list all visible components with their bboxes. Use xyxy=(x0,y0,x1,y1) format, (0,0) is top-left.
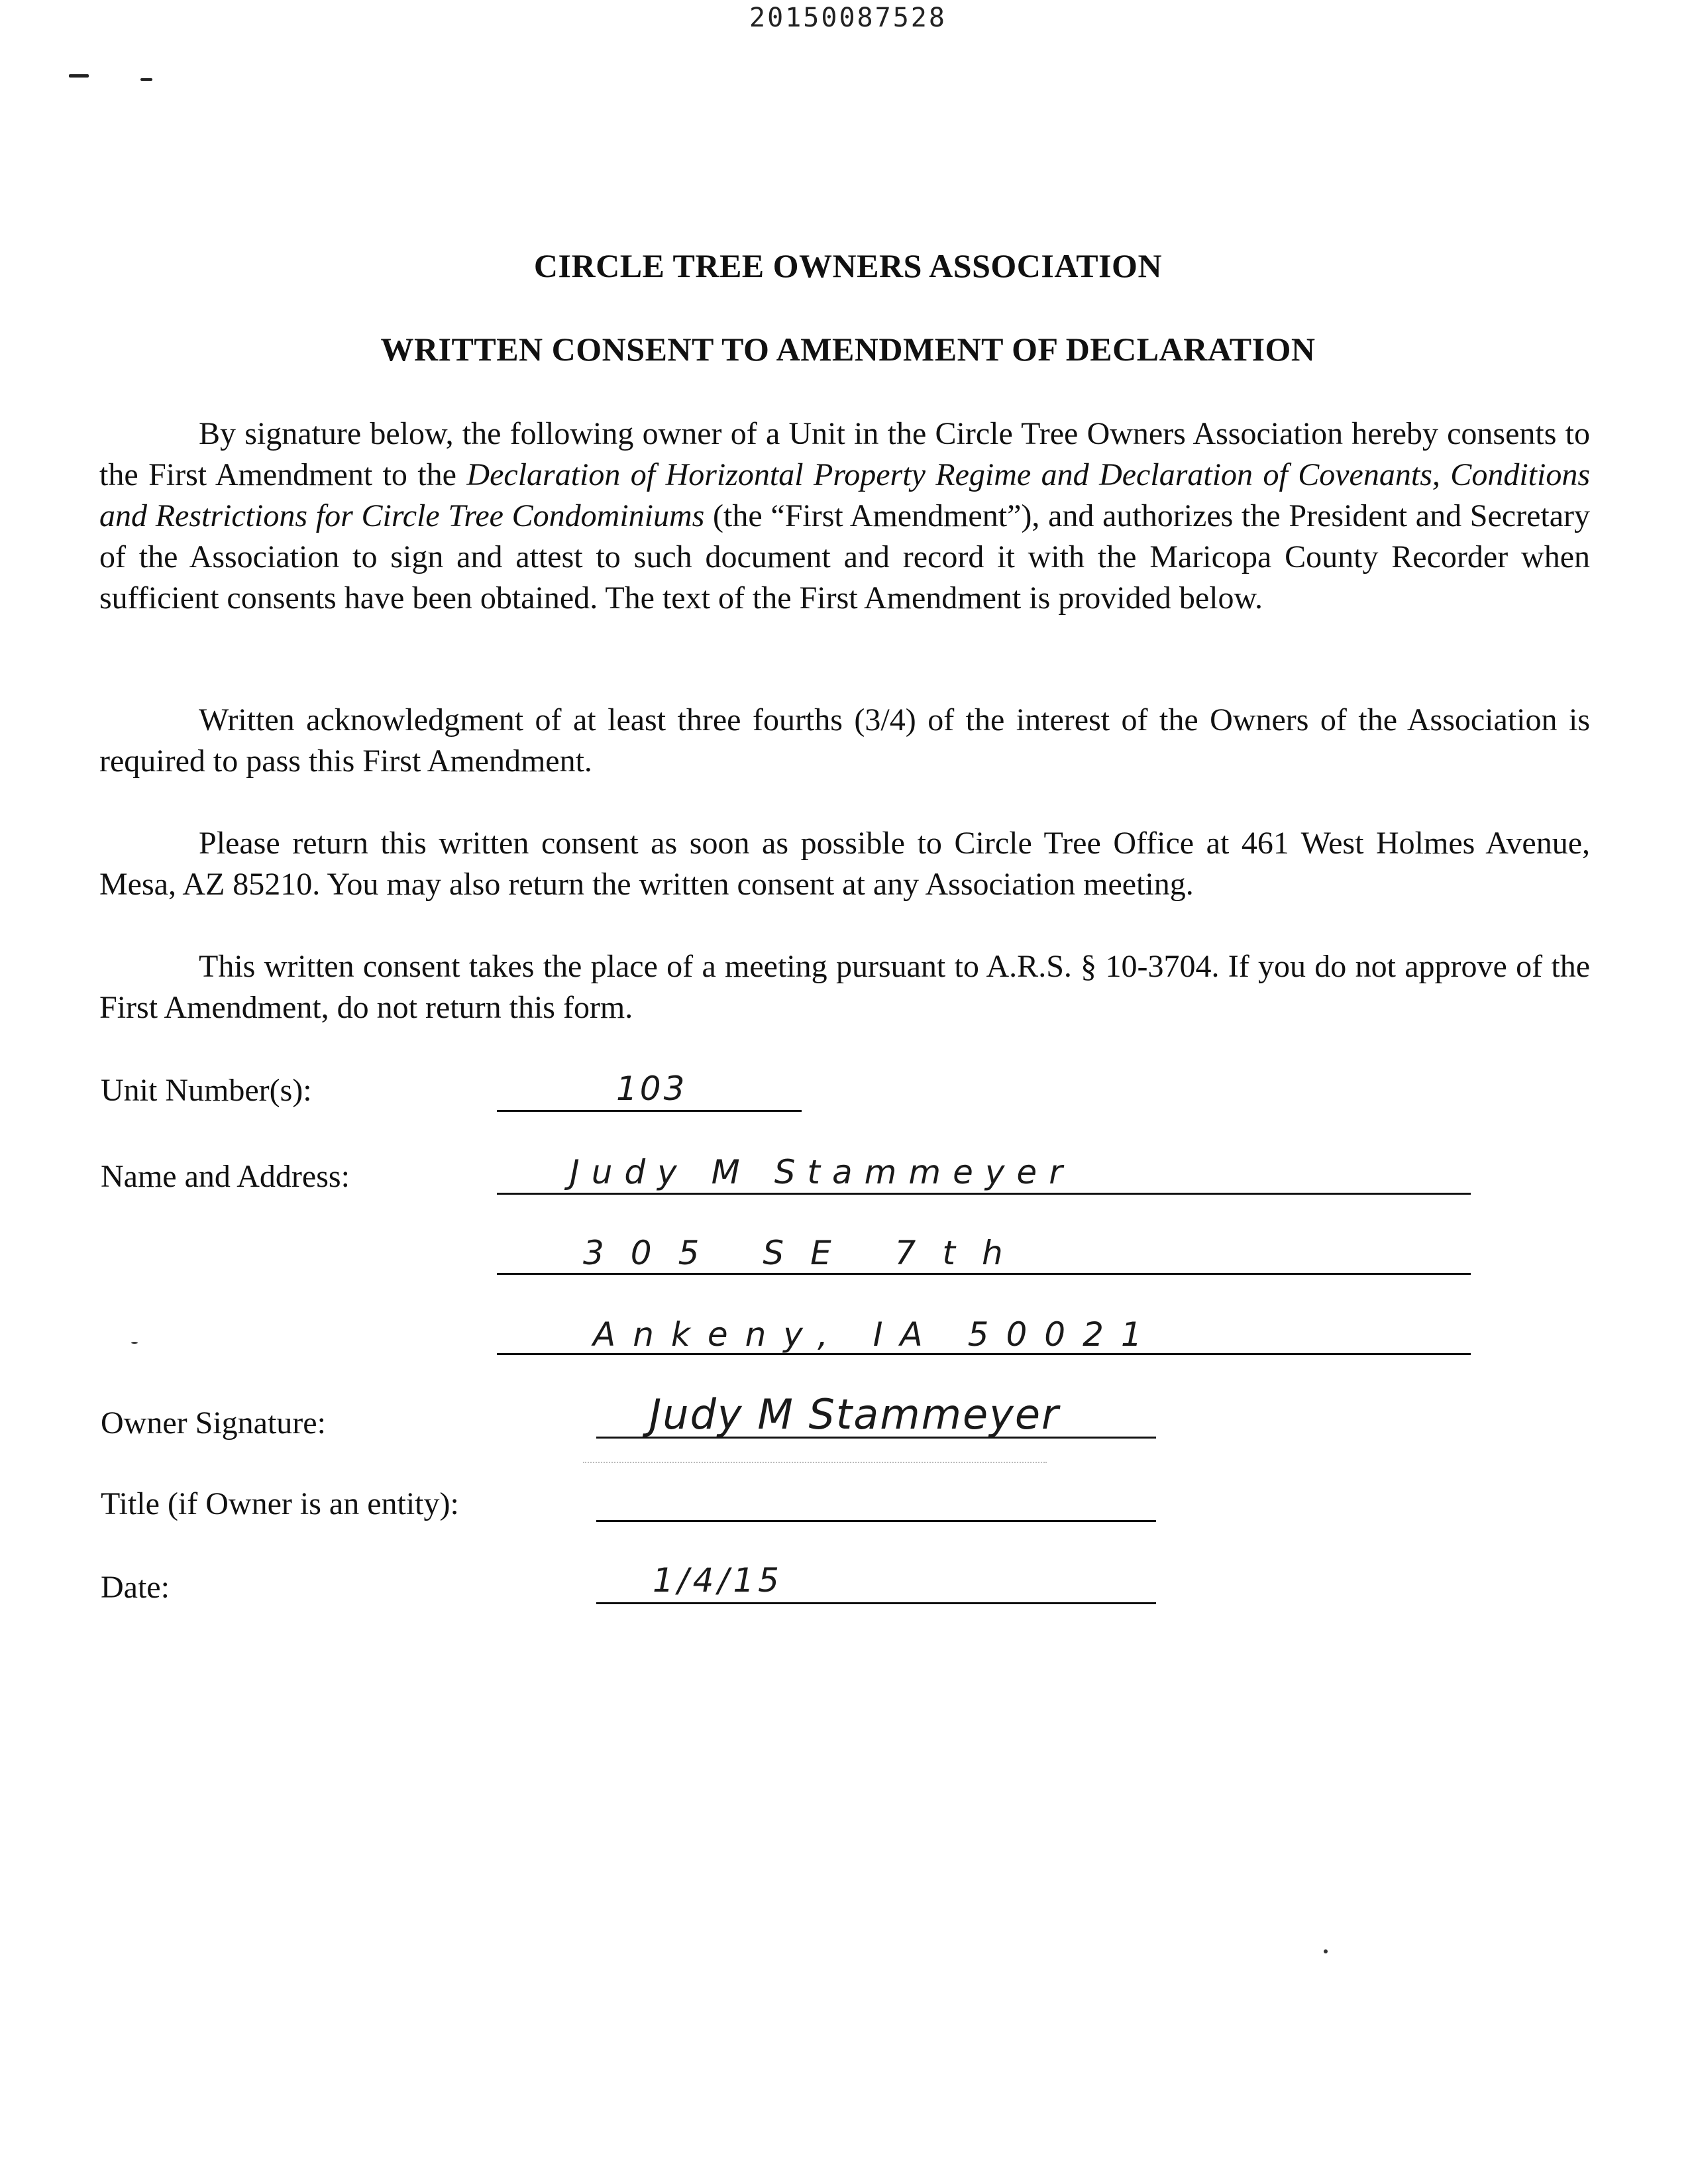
date-label: Date: xyxy=(101,1570,170,1605)
consent-text-start: By signature below, the following owner of a Unit in the Circle Tree Owners Association hereby consents to the First Amendment to the xyxy=(99,416,1590,492)
unit-number-value[interactable]: 103 xyxy=(616,1069,688,1108)
document-title: WRITTEN CONSENT TO AMENDMENT OF DECLARATION xyxy=(380,331,1316,368)
meeting-notice-text: This written consent takes the place of a meeting pursuant to A.R.S. § 10-3704. If you do not approve of the First Amendment, do not return this form. xyxy=(99,949,1590,1025)
declaration-title: Declaration of Horizontal Property Regime and Declaration of Covenants, Conditions and Restrictions for Circle Tree Condominiums xyxy=(99,457,1591,533)
scan-speck xyxy=(131,1342,138,1344)
scan-artifact xyxy=(583,1462,1047,1463)
scan-mark xyxy=(69,74,89,78)
date-line xyxy=(596,1602,1156,1604)
name-address-label: Name and Address: xyxy=(101,1159,350,1194)
unit-number-label: Unit Number(s): xyxy=(101,1073,312,1108)
owner-name-value[interactable]: Judy M Stammeyer xyxy=(570,1153,1075,1191)
title-label: Title (if Owner is an entity): xyxy=(101,1486,459,1521)
address-line-1 xyxy=(497,1273,1471,1275)
date-value[interactable]: 1/4/15 xyxy=(653,1561,783,1600)
consent-text-end: (the “First Amendment”), and authorizes the President and Secretary of the Association to sign and attest to such document and record it with the Maricopa County Recorder when sufficient consents have been obtained. The text of the First Amendment is provided below. xyxy=(99,498,1590,616)
return-instructions-paragraph xyxy=(99,823,1590,905)
acknowledgment-text: Written acknowledgment of at least three fourths (3/4) of the interest of the Owners of the Association is required to pass this First Amendment. xyxy=(99,702,1590,779)
owner-signature-value[interactable]: Judy M Stammeyer xyxy=(649,1390,1060,1439)
address-line-2-value[interactable]: Ankeny, IA 50021 xyxy=(593,1315,1159,1354)
title-line xyxy=(596,1520,1156,1522)
scan-mark xyxy=(140,78,152,81)
meeting-notice-paragraph xyxy=(99,946,1590,1028)
return-instructions-text: Please return this written consent as soon as possible to Circle Tree Office at 461 West Holmes Avenue, Mesa, AZ 85210. You may also return the written consent at any Association meeting. xyxy=(99,826,1590,902)
acknowledgment-paragraph xyxy=(99,700,1590,782)
consent-paragraph xyxy=(99,413,1590,619)
document-number: 20150087528 xyxy=(749,3,947,33)
scan-speck xyxy=(1324,1949,1328,1953)
owner-signature-label: Owner Signature: xyxy=(101,1405,326,1441)
name-line xyxy=(497,1193,1471,1195)
unit-number-line xyxy=(497,1110,802,1112)
association-title: CIRCLE TREE OWNERS ASSOCIATION xyxy=(533,247,1163,284)
address-line-1-value[interactable]: 305 SE 7th xyxy=(583,1234,1030,1272)
